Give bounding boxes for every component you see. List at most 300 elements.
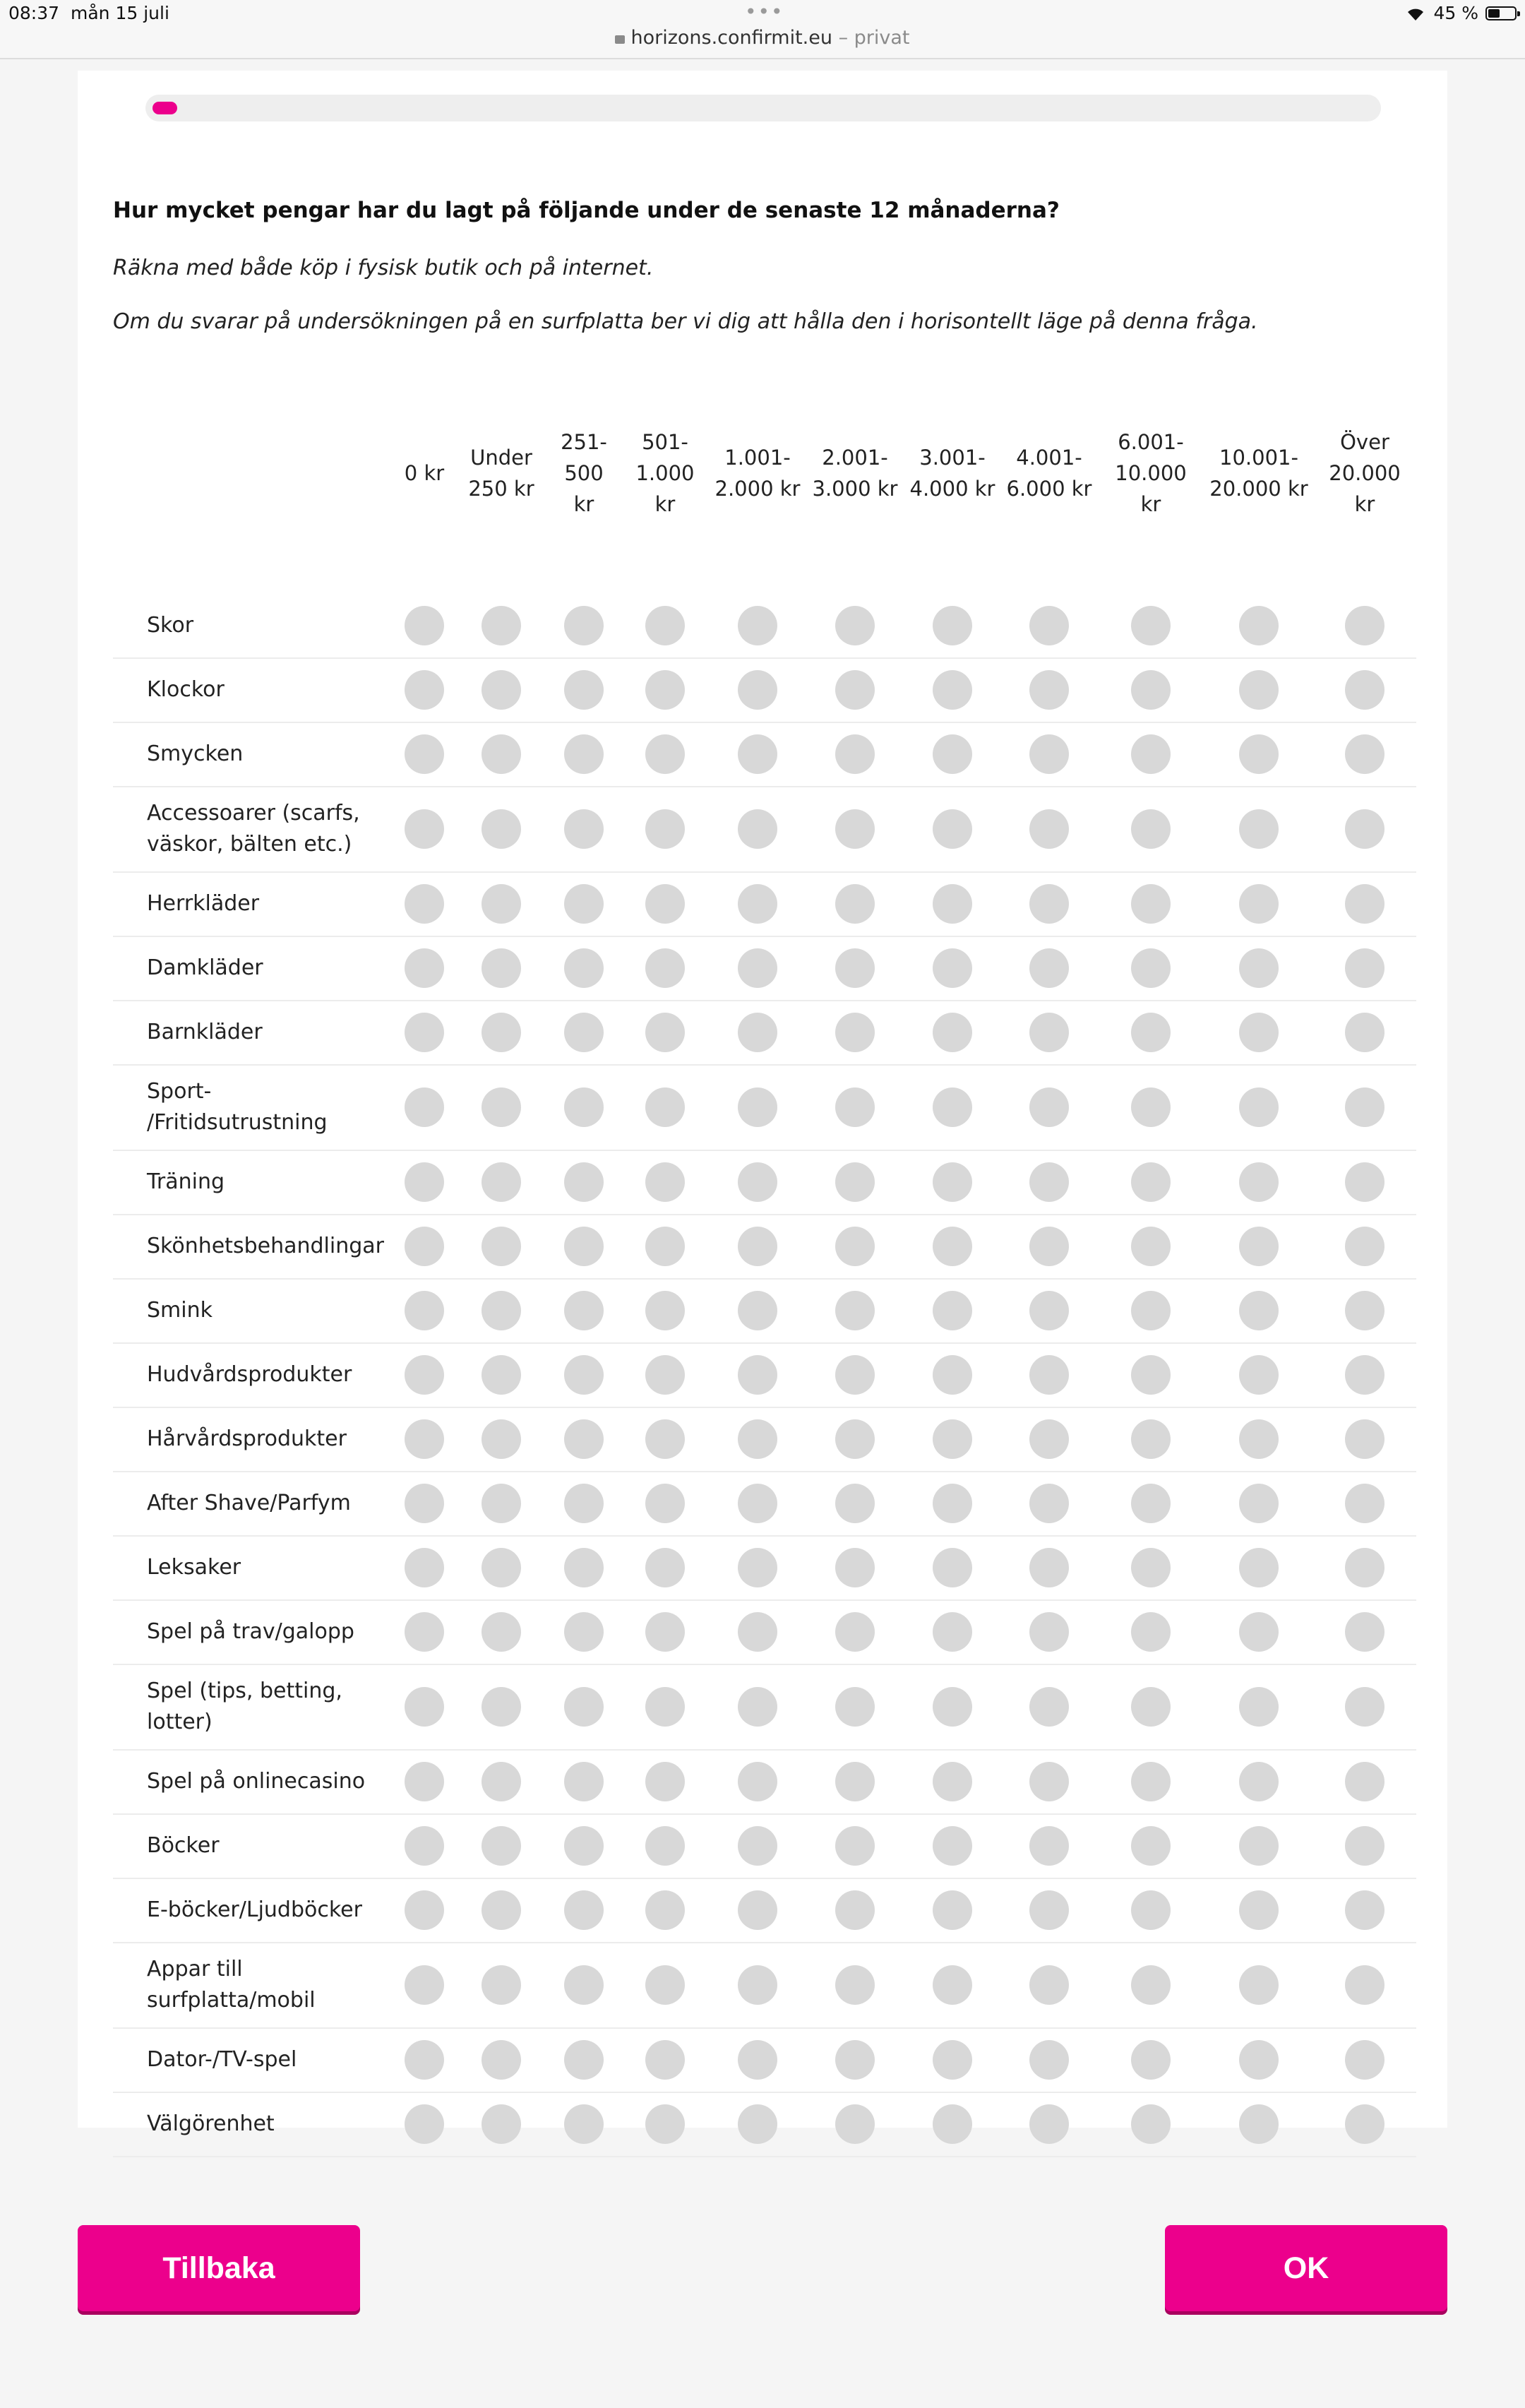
radio-button[interactable] [1345,1013,1385,1052]
radio-button[interactable] [1131,2040,1171,2080]
radio-button[interactable] [835,1762,875,1801]
radio-button[interactable] [645,1013,685,1052]
radio-button[interactable] [482,670,521,710]
radio-button[interactable] [564,734,604,774]
radio-button[interactable] [1345,2040,1385,2080]
radio-button[interactable] [738,1355,777,1395]
radio-button[interactable] [1239,1162,1279,1202]
radio-button[interactable] [1239,1291,1279,1330]
radio-button[interactable] [835,1612,875,1652]
radio-button[interactable] [1131,1687,1171,1727]
matrix-row [113,722,1416,787]
radio-button[interactable] [835,884,875,924]
radio-button[interactable] [564,1355,604,1395]
radio-button[interactable] [564,809,604,849]
radio-button[interactable] [645,1291,685,1330]
radio-button[interactable] [645,1162,685,1202]
radio-button[interactable] [1029,1162,1069,1202]
radio-button[interactable] [405,1890,444,1930]
radio-button[interactable] [405,948,444,988]
matrix-row [113,1278,1416,1344]
radio-button[interactable] [1131,948,1171,988]
battery-percent: 45 % [1433,3,1478,23]
radio-button[interactable] [564,1227,604,1266]
radio-button[interactable] [1029,1612,1069,1652]
radio-button[interactable] [1345,1826,1385,1866]
radio-button[interactable] [645,948,685,988]
radio-button[interactable] [738,1548,777,1587]
radio-button[interactable] [1029,1087,1069,1127]
radio-button[interactable] [1345,1965,1385,2005]
row-label: Böcker [147,1832,220,1858]
radio-button[interactable] [1131,1826,1171,1866]
radio-button[interactable] [482,1355,521,1395]
radio-button[interactable] [405,734,444,774]
radio-button[interactable] [1239,2040,1279,2080]
radio-button[interactable] [482,1484,521,1523]
radio-button[interactable] [738,884,777,924]
row-label: Träning [147,1169,225,1194]
radio-button[interactable] [405,809,444,849]
radio-button[interactable] [1345,1291,1385,1330]
radio-button[interactable] [933,948,972,988]
radio-button[interactable] [835,1013,875,1052]
radio-button[interactable] [645,2104,685,2144]
radio-button[interactable] [645,1548,685,1587]
radio-button[interactable] [1239,734,1279,774]
radio-button[interactable] [835,1687,875,1727]
radio-button[interactable] [405,1548,444,1587]
radio-button[interactable] [1239,948,1279,988]
column-header: 1.001- 2.000 kr [714,446,801,501]
radio-button[interactable] [1345,1162,1385,1202]
radio-button[interactable] [835,606,875,645]
radio-button[interactable] [933,809,972,849]
matrix-row [113,1813,1416,1879]
matrix-row [113,2027,1416,2093]
radio-button[interactable] [835,1227,875,1266]
radio-button[interactable] [482,1013,521,1052]
radio-button[interactable] [645,670,685,710]
radio-button[interactable] [405,1965,444,2005]
radio-button[interactable] [835,2104,875,2144]
radio-button[interactable] [1345,1355,1385,1395]
radio-button[interactable] [1029,1419,1069,1459]
radio-button[interactable] [482,1890,521,1930]
radio-button[interactable] [1239,1762,1279,1801]
radio-button[interactable] [835,734,875,774]
radio-button[interactable] [933,1687,972,1727]
radio-button[interactable] [738,1965,777,2005]
radio-button[interactable] [1029,2104,1069,2144]
radio-button[interactable] [738,606,777,645]
radio-button[interactable] [1131,606,1171,645]
radio-button[interactable] [1345,809,1385,849]
status-indicators [1405,3,1517,23]
radio-button[interactable] [405,884,444,924]
radio-button[interactable] [645,1965,685,2005]
radio-button[interactable] [564,670,604,710]
radio-button[interactable] [738,1291,777,1330]
radio-button[interactable] [1345,2104,1385,2144]
matrix-row [113,1878,1416,1943]
row-label: Smycken [147,741,244,766]
column-header: 0 kr [404,461,445,485]
radio-button[interactable] [738,809,777,849]
radio-button[interactable] [405,1826,444,1866]
radio-button[interactable] [738,1484,777,1523]
radio-button[interactable] [1131,734,1171,774]
radio-button[interactable] [1131,1087,1171,1127]
radio-button[interactable] [1029,884,1069,924]
radio-button[interactable] [738,1227,777,1266]
radio-button[interactable] [1345,1687,1385,1727]
radio-button[interactable] [835,1890,875,1930]
radio-button[interactable] [405,606,444,645]
question-hint-2: Om du svarar på undersökningen på en surfplatta ber vi dig att hålla den i horisontellt läge på denna fråga. [113,309,1258,334]
matrix-row [113,1000,1416,1066]
radio-button[interactable] [1131,1013,1171,1052]
radio-button[interactable] [835,1484,875,1523]
radio-button[interactable] [933,884,972,924]
radio-button[interactable] [835,1087,875,1127]
radio-button[interactable] [1029,809,1069,849]
radio-button[interactable] [933,1291,972,1330]
radio-button[interactable] [1029,670,1069,710]
row-label: Smink [147,1297,213,1323]
radio-button[interactable] [1345,1087,1385,1127]
row-label: Spel på onlinecasino [147,1768,366,1794]
radio-button[interactable] [933,606,972,645]
radio-button[interactable] [1239,1612,1279,1652]
radio-button[interactable] [933,1355,972,1395]
radio-button[interactable] [645,809,685,849]
progress-fill [152,102,177,114]
radio-button[interactable] [835,1826,875,1866]
radio-button[interactable] [405,2040,444,2080]
radio-button[interactable] [1131,1162,1171,1202]
row-label: Spel på trav/galopp [147,1619,354,1644]
radio-button[interactable] [1029,1687,1069,1727]
radio-button[interactable] [564,948,604,988]
radio-button[interactable] [1029,1762,1069,1801]
radio-button[interactable] [405,1227,444,1266]
matrix-row [113,1214,1416,1280]
radio-button[interactable] [1239,1548,1279,1587]
radio-button[interactable] [645,1762,685,1801]
radio-button[interactable] [1239,1687,1279,1727]
row-label: Sport- /Fritidsutrustning [147,1078,328,1135]
radio-button[interactable] [1239,1087,1279,1127]
radio-button[interactable] [738,2040,777,2080]
radio-button[interactable] [933,2040,972,2080]
radio-button[interactable] [1029,2040,1069,2080]
radio-button[interactable] [1029,1355,1069,1395]
radio-button[interactable] [564,1612,604,1652]
radio-button[interactable] [1131,1548,1171,1587]
radio-button[interactable] [1131,1484,1171,1523]
radio-button[interactable] [835,670,875,710]
radio-button[interactable] [738,1826,777,1866]
radio-button[interactable] [482,1826,521,1866]
radio-button[interactable] [1239,2104,1279,2144]
radio-button[interactable] [1131,1419,1171,1459]
radio-button[interactable] [1131,670,1171,710]
radio-button[interactable] [1239,1826,1279,1866]
matrix-row [113,1342,1416,1408]
radio-button[interactable] [564,1291,604,1330]
radio-button[interactable] [482,2104,521,2144]
radio-button[interactable] [564,1087,604,1127]
radio-button[interactable] [835,1162,875,1202]
radio-button[interactable] [564,2104,604,2144]
lock-icon [615,35,625,44]
radio-button[interactable] [405,1612,444,1652]
radio-button[interactable] [1131,2104,1171,2144]
radio-button[interactable] [645,1890,685,1930]
radio-button[interactable] [1239,1419,1279,1459]
radio-button[interactable] [1131,1762,1171,1801]
radio-button[interactable] [1131,1965,1171,2005]
radio-button[interactable] [1131,1890,1171,1930]
radio-button[interactable] [405,1087,444,1127]
address-bar[interactable] [0,27,1525,49]
radio-button[interactable] [1239,1355,1279,1395]
radio-button[interactable] [738,1013,777,1052]
radio-button[interactable] [482,1548,521,1587]
matrix-row [113,1599,1416,1665]
radio-button[interactable] [645,606,685,645]
radio-button[interactable] [645,1687,685,1727]
radio-button[interactable] [933,734,972,774]
radio-button[interactable] [645,1484,685,1523]
radio-button[interactable] [1239,606,1279,645]
radio-button[interactable] [482,1965,521,2005]
radio-button[interactable] [645,1612,685,1652]
radio-button[interactable] [482,1419,521,1459]
battery-icon [1485,6,1517,20]
row-label: Dator-/TV-spel [147,2046,297,2072]
radio-button[interactable] [738,1890,777,1930]
radio-button[interactable] [933,2104,972,2144]
radio-button[interactable] [1239,1013,1279,1052]
radio-button[interactable] [1345,884,1385,924]
column-header: 251- 500 kr [561,430,607,516]
radio-button[interactable] [1239,884,1279,924]
radio-button[interactable] [405,1419,444,1459]
radio-button[interactable] [835,948,875,988]
radio-button[interactable] [482,606,521,645]
radio-button[interactable] [1239,1227,1279,1266]
radio-button[interactable] [1239,1965,1279,2005]
radio-button[interactable] [564,1687,604,1727]
radio-button[interactable] [564,1484,604,1523]
row-label: Skönhetsbehandlingar [147,1233,384,1258]
radio-button[interactable] [835,2040,875,2080]
radio-button[interactable] [645,1355,685,1395]
row-label: E-böcker/Ljudböcker [147,1897,362,1922]
radio-button[interactable] [1131,1612,1171,1652]
radio-button[interactable] [1239,1484,1279,1523]
radio-button[interactable] [738,1612,777,1652]
radio-button[interactable] [1029,1826,1069,1866]
radio-button[interactable] [405,670,444,710]
radio-button[interactable] [835,1355,875,1395]
radio-button[interactable] [645,1087,685,1127]
radio-button[interactable] [1345,1484,1385,1523]
radio-button[interactable] [1029,1965,1069,2005]
radio-button[interactable] [738,1162,777,1202]
radio-button[interactable] [1345,1419,1385,1459]
ok-button[interactable]: OK [1165,2225,1447,2311]
radio-button[interactable] [1029,734,1069,774]
radio-button[interactable] [645,734,685,774]
radio-button[interactable] [482,734,521,774]
radio-button[interactable] [405,1484,444,1523]
radio-button[interactable] [738,2104,777,2144]
radio-button[interactable] [482,1687,521,1727]
radio-button[interactable] [738,1419,777,1459]
radio-button[interactable] [933,1013,972,1052]
radio-button[interactable] [482,1162,521,1202]
radio-button[interactable] [564,1890,604,1930]
radio-button[interactable] [1345,1227,1385,1266]
radio-button[interactable] [933,1162,972,1202]
radio-button[interactable] [1029,1013,1069,1052]
radio-button[interactable] [933,1227,972,1266]
radio-button[interactable] [1345,1762,1385,1801]
radio-button[interactable] [1345,734,1385,774]
radio-button[interactable] [1239,670,1279,710]
radio-button[interactable] [645,884,685,924]
radio-button[interactable] [738,734,777,774]
radio-button[interactable] [738,670,777,710]
radio-button[interactable] [738,1762,777,1801]
back-button[interactable]: Tillbaka [78,2225,360,2311]
radio-button[interactable] [738,948,777,988]
radio-button[interactable] [933,1548,972,1587]
radio-button[interactable] [1345,948,1385,988]
wifi-icon [1405,6,1426,21]
radio-button[interactable] [482,1762,521,1801]
row-label: Skor [147,612,194,638]
radio-button[interactable] [482,1227,521,1266]
more-dots-icon[interactable]: ••• [745,0,784,23]
radio-button[interactable] [1029,1484,1069,1523]
radio-button[interactable] [482,1291,521,1330]
radio-button[interactable] [405,1291,444,1330]
radio-button[interactable] [1239,809,1279,849]
radio-button[interactable] [933,1612,972,1652]
radio-button[interactable] [1029,1890,1069,1930]
radio-button[interactable] [564,1762,604,1801]
radio-button[interactable] [645,1227,685,1266]
radio-button[interactable] [564,1826,604,1866]
radio-button[interactable] [738,1687,777,1727]
radio-button[interactable] [405,1162,444,1202]
radio-button[interactable] [564,1013,604,1052]
status-time: 08:37 [8,3,60,23]
radio-button[interactable] [1131,884,1171,924]
radio-button[interactable] [1131,809,1171,849]
radio-button[interactable] [1131,1227,1171,1266]
radio-button[interactable] [1345,1890,1385,1930]
radio-button[interactable] [835,1419,875,1459]
radio-button[interactable] [482,948,521,988]
radio-button[interactable] [933,1965,972,2005]
radio-button[interactable] [405,1762,444,1801]
radio-button[interactable] [564,1548,604,1587]
radio-button[interactable] [835,1965,875,2005]
radio-button[interactable] [1029,1548,1069,1587]
radio-button[interactable] [482,1087,521,1127]
radio-button[interactable] [482,884,521,924]
radio-button[interactable] [1239,1890,1279,1930]
radio-button[interactable] [645,1419,685,1459]
radio-button[interactable] [405,1687,444,1727]
radio-button[interactable] [564,884,604,924]
radio-button[interactable] [645,1826,685,1866]
progress-bar [145,95,1381,121]
radio-button[interactable] [933,1419,972,1459]
radio-button[interactable] [564,1419,604,1459]
radio-button[interactable] [1029,1291,1069,1330]
radio-button[interactable] [933,1484,972,1523]
radio-button[interactable] [933,1762,972,1801]
radio-button[interactable] [1131,1291,1171,1330]
radio-button[interactable] [564,1965,604,2005]
matrix-row [113,1942,1416,2029]
status-date: mån 15 juli [71,3,169,23]
radio-button[interactable] [933,1890,972,1930]
radio-button[interactable] [835,1548,875,1587]
radio-button[interactable] [405,2104,444,2144]
radio-button[interactable] [1345,1612,1385,1652]
radio-button[interactable] [835,1291,875,1330]
matrix-row [113,2092,1416,2157]
radio-button[interactable] [482,809,521,849]
question-title: Hur mycket pengar har du lagt på följande under de senaste 12 månaderna? [113,198,1060,223]
radio-button[interactable] [1029,948,1069,988]
radio-button[interactable] [405,1355,444,1395]
radio-button[interactable] [482,2040,521,2080]
radio-button[interactable] [933,1087,972,1127]
radio-button[interactable] [1345,670,1385,710]
matrix-row [113,593,1416,659]
radio-button[interactable] [1029,606,1069,645]
radio-button[interactable] [1131,1355,1171,1395]
radio-button[interactable] [738,1087,777,1127]
radio-button[interactable] [564,2040,604,2080]
radio-button[interactable] [1345,1548,1385,1587]
radio-button[interactable] [564,1162,604,1202]
radio-button[interactable] [1029,1227,1069,1266]
radio-button[interactable] [645,2040,685,2080]
radio-button[interactable] [482,1612,521,1652]
matrix-row [113,936,1416,1001]
radio-button[interactable] [933,670,972,710]
radio-button[interactable] [564,606,604,645]
matrix-row [113,871,1416,937]
radio-button[interactable] [933,1826,972,1866]
radio-button[interactable] [835,809,875,849]
row-label: Barnkläder [147,1019,263,1044]
survey-card [78,71,1447,2136]
radio-button[interactable] [405,1013,444,1052]
row-label: Välgörenhet [147,2111,275,2136]
column-header: Över 20.000 kr [1329,430,1401,516]
radio-button[interactable] [1345,606,1385,645]
